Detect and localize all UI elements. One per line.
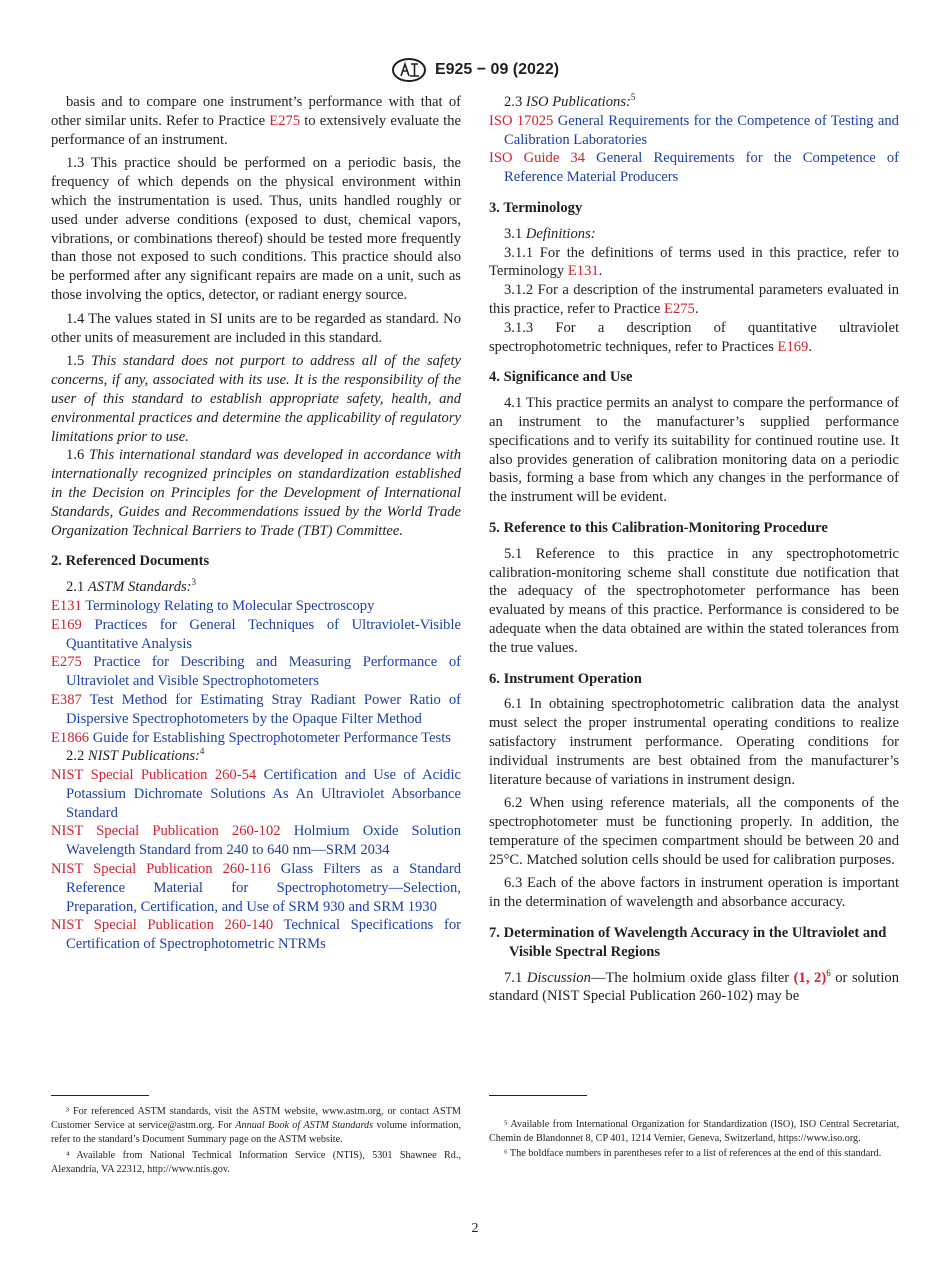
link-e275[interactable]: E275	[269, 112, 301, 129]
subsection-2-2: 2.2 NIST Publications:$^4$	[66, 746, 205, 765]
subsection-3-1: 3.1 Definitions:	[504, 225, 596, 242]
page-header	[0, 57, 950, 88]
right-column	[489, 93, 899, 1011]
astm-logo-icon	[391, 57, 427, 83]
subsection-3-1-3: 3.1.3 For a description of quantitative ultraviolet spectrophotometric techniques, refer to Practices E169.	[489, 319, 899, 355]
astm-reference[interactable]: E387 Test Method for Estimating Stray Radiant Power Ratio of Dispersive Spectrophotometers by the Opaque Filter Method	[51, 691, 461, 727]
nist-reference[interactable]: NIST Special Publication 260-140 Technical Specifications for Certification of Spectrophotometric NTRMs	[51, 917, 462, 953]
paragraph-5-1: 5.1 Reference to this practice in any spectrophotometric calibration-monitoring scheme shall constitute due notification that the adequacy of the spectrophotometer performance has been evaluated by means of this practice. Performance is considered to be adequate when the data obtained are within the stated tolerances from the true values.	[489, 545, 899, 656]
paragraph-6-2: 6.2 When using reference materials, all the components of the spectrophotometer must be functioning properly. In addition, the temperature of the specimen compartment should be between 20 and 25°C. Matched solution cells should be used for calibration purposes.	[489, 795, 899, 868]
nist-reference[interactable]: NIST Special Publication 260-116 Glass Filters as a Standard Reference Material for Spectrophotometry—Selection, Preparation, Certification, and Use of SRM 930 and SRM 1930	[51, 861, 461, 915]
nist-reference[interactable]: NIST Special Publication 260-102 Holmium Oxide Solution Wavelength Standard from 240 to 640 nm—SRM 2034	[51, 823, 462, 859]
page-number: 2	[471, 1221, 479, 1236]
link-e131[interactable]: E131	[567, 263, 599, 280]
astm-reference[interactable]: E131 Terminology Relating to Molecular Spectroscopy	[51, 597, 375, 614]
section-heading-4: 4. Significance and Use	[489, 369, 633, 386]
footnote-4: ⁴ Available from National Technical Information Service (NTIS), 5301 Shawnee Rd., Alexandria, VA 22312, http://www.ntis.gov.	[51, 1149, 461, 1175]
section-heading-5: 5. Reference to this Calibration-Monitoring Procedure	[489, 519, 828, 536]
section-heading-6: 6. Instrument Operation	[489, 670, 642, 687]
paragraph-6-1: 6.1 In obtaining spectrophotometric calibration data the analyst must select the proper instrumental operating conditions to realize satisfactory instrument performance. Operating conditions for individual instruments are best obtained from the manufacturer’s literature because of variations in instrument design.	[489, 696, 899, 788]
footnote-5: ⁵ Available from International Organization for Standardization (ISO), ISO Central Secretariat, Chemin de Blandonnet 8, CP 401, 1214 Vernier, Geneva, Switzerland, https://www.iso.org.	[489, 1119, 899, 1145]
section-heading-3: 3. Terminology	[489, 199, 583, 216]
astm-reference[interactable]: E1866 Guide for Establishing Spectrophotometer Performance Tests	[51, 729, 451, 746]
link-e169[interactable]: E169	[777, 338, 809, 355]
subsection-3-1-1: 3.1.1 For the definitions of terms used in this practice, refer to Terminology E131.	[489, 244, 899, 280]
footnote-3: ³ For referenced ASTM standards, visit the ASTM website, www.astm.org, or contact ASTM Customer Service at service@astm.org. For Annual Book of ASTM Standards volume information, refer to the standard’s Document Summary page on the ASTM website.	[51, 1106, 461, 1146]
astm-reference[interactable]: E169 Practices for General Techniques of Ultraviolet-Visible Quantitative Analysis	[51, 616, 461, 652]
footnote-divider	[51, 1095, 149, 1096]
footnotes-right	[489, 1118, 899, 1163]
footnote-divider	[489, 1095, 587, 1096]
nist-reference[interactable]: NIST Special Publication 260-54 Certification and Use of Acidic Potassium Dichromate Solutions As An Ultraviolet Absorbance Standard	[51, 767, 461, 821]
paragraph-1-6: 1.6 This international standard was developed in accordance with internationally recognized principles on standardization established in the Decision on Principles for the Development of International Standards, Guides and Recommendations issued by the World Trade Organization Technical Barriers to Trade (TBT) Committee.	[51, 447, 462, 539]
iso-reference[interactable]: ISO 17025 General Requirements for the Competence of Testing and Calibration Laboratories	[489, 112, 899, 148]
astm-reference[interactable]: E275 Practice for Describing and Measuring Performance of Ultraviolet and Visible Spectrophotometers	[51, 654, 461, 690]
link-e275[interactable]: E275	[664, 300, 695, 317]
paragraph-6-3: 6.3 Each of the above factors in instrument operation is important in the determination of wavelength and absorbance accuracy.	[489, 875, 899, 911]
section-heading-7: 7. Determination of Wavelength Accuracy in the Ultraviolet and Visible Spectral Regions	[489, 925, 887, 960]
subsection-2-3: 2.3 ISO Publications:$^5$	[504, 92, 636, 110]
left-column	[51, 93, 461, 954]
subsection-3-1-2: 3.1.2 For a description of the instrumental parameters evaluated in this practice, refer to Practice E275.	[489, 282, 899, 317]
paragraph-1-5: 1.5 This standard does not purport to address all of the safety concerns, if any, associated with its use. It is the responsibility of the user of this standard to establish appropriate safety, health, and environmental practices and determine the applicability of regulatory limitations prior to use.	[51, 353, 461, 445]
paragraph-intro: basis and to compare one instrument’s performance with that of other similar units. Refer to Practice E275 to extensively evaluate the performance of an instrument.	[51, 94, 461, 148]
reference-citation-link[interactable]: (1, 2)	[793, 969, 827, 986]
iso-reference[interactable]: ISO Guide 34 General Requirements for the Competence of Reference Material Producers	[489, 150, 899, 186]
footnotes-left	[51, 1105, 461, 1178]
paragraph-7-1: 7.1 Discussion—The holmium oxide glass filter (1, 2)$^6$ or solution standard (NIST Special Publication 260-102) may be	[489, 967, 900, 1005]
footnote-6: ⁶ The boldface numbers in parentheses refer to a list of references at the end of this standard.	[504, 1148, 882, 1160]
document-designation: E925 − 09 (2022)	[434, 61, 560, 78]
subsection-2-1: 2.1 ASTM Standards:$^3$	[66, 577, 197, 596]
paragraph-1-3: 1.3 This practice should be performed on a periodic basis, the frequency of which depends on the physical environment within which the instrumentation is used. Thus, units handled roughly or used under adverse conditions (exposed to dust, chemical vapors, vibrations, or combinations thereof) should be tested more frequently than those not exposed to such conditions. This practice should also be performed after any significant repairs are made on a unit, such as those involving the optics, detector, or radiant energy source.	[51, 155, 461, 303]
section-heading-2: 2. Referenced Documents	[51, 553, 210, 570]
paragraph-1-4: 1.4 The values stated in SI units are to be regarded as standard. No other units of measurement are included in this standard.	[51, 310, 461, 346]
paragraph-4-1: 4.1 This practice permits an analyst to compare the performance of an instrument to the manufacturer’s supplied performance specifications and to verify its suitability for continued routine use. It also provides generation of calibration monitoring data on a periodic basis, forming a base from which any changes in the performance of the instrument will be evident.	[489, 395, 899, 506]
